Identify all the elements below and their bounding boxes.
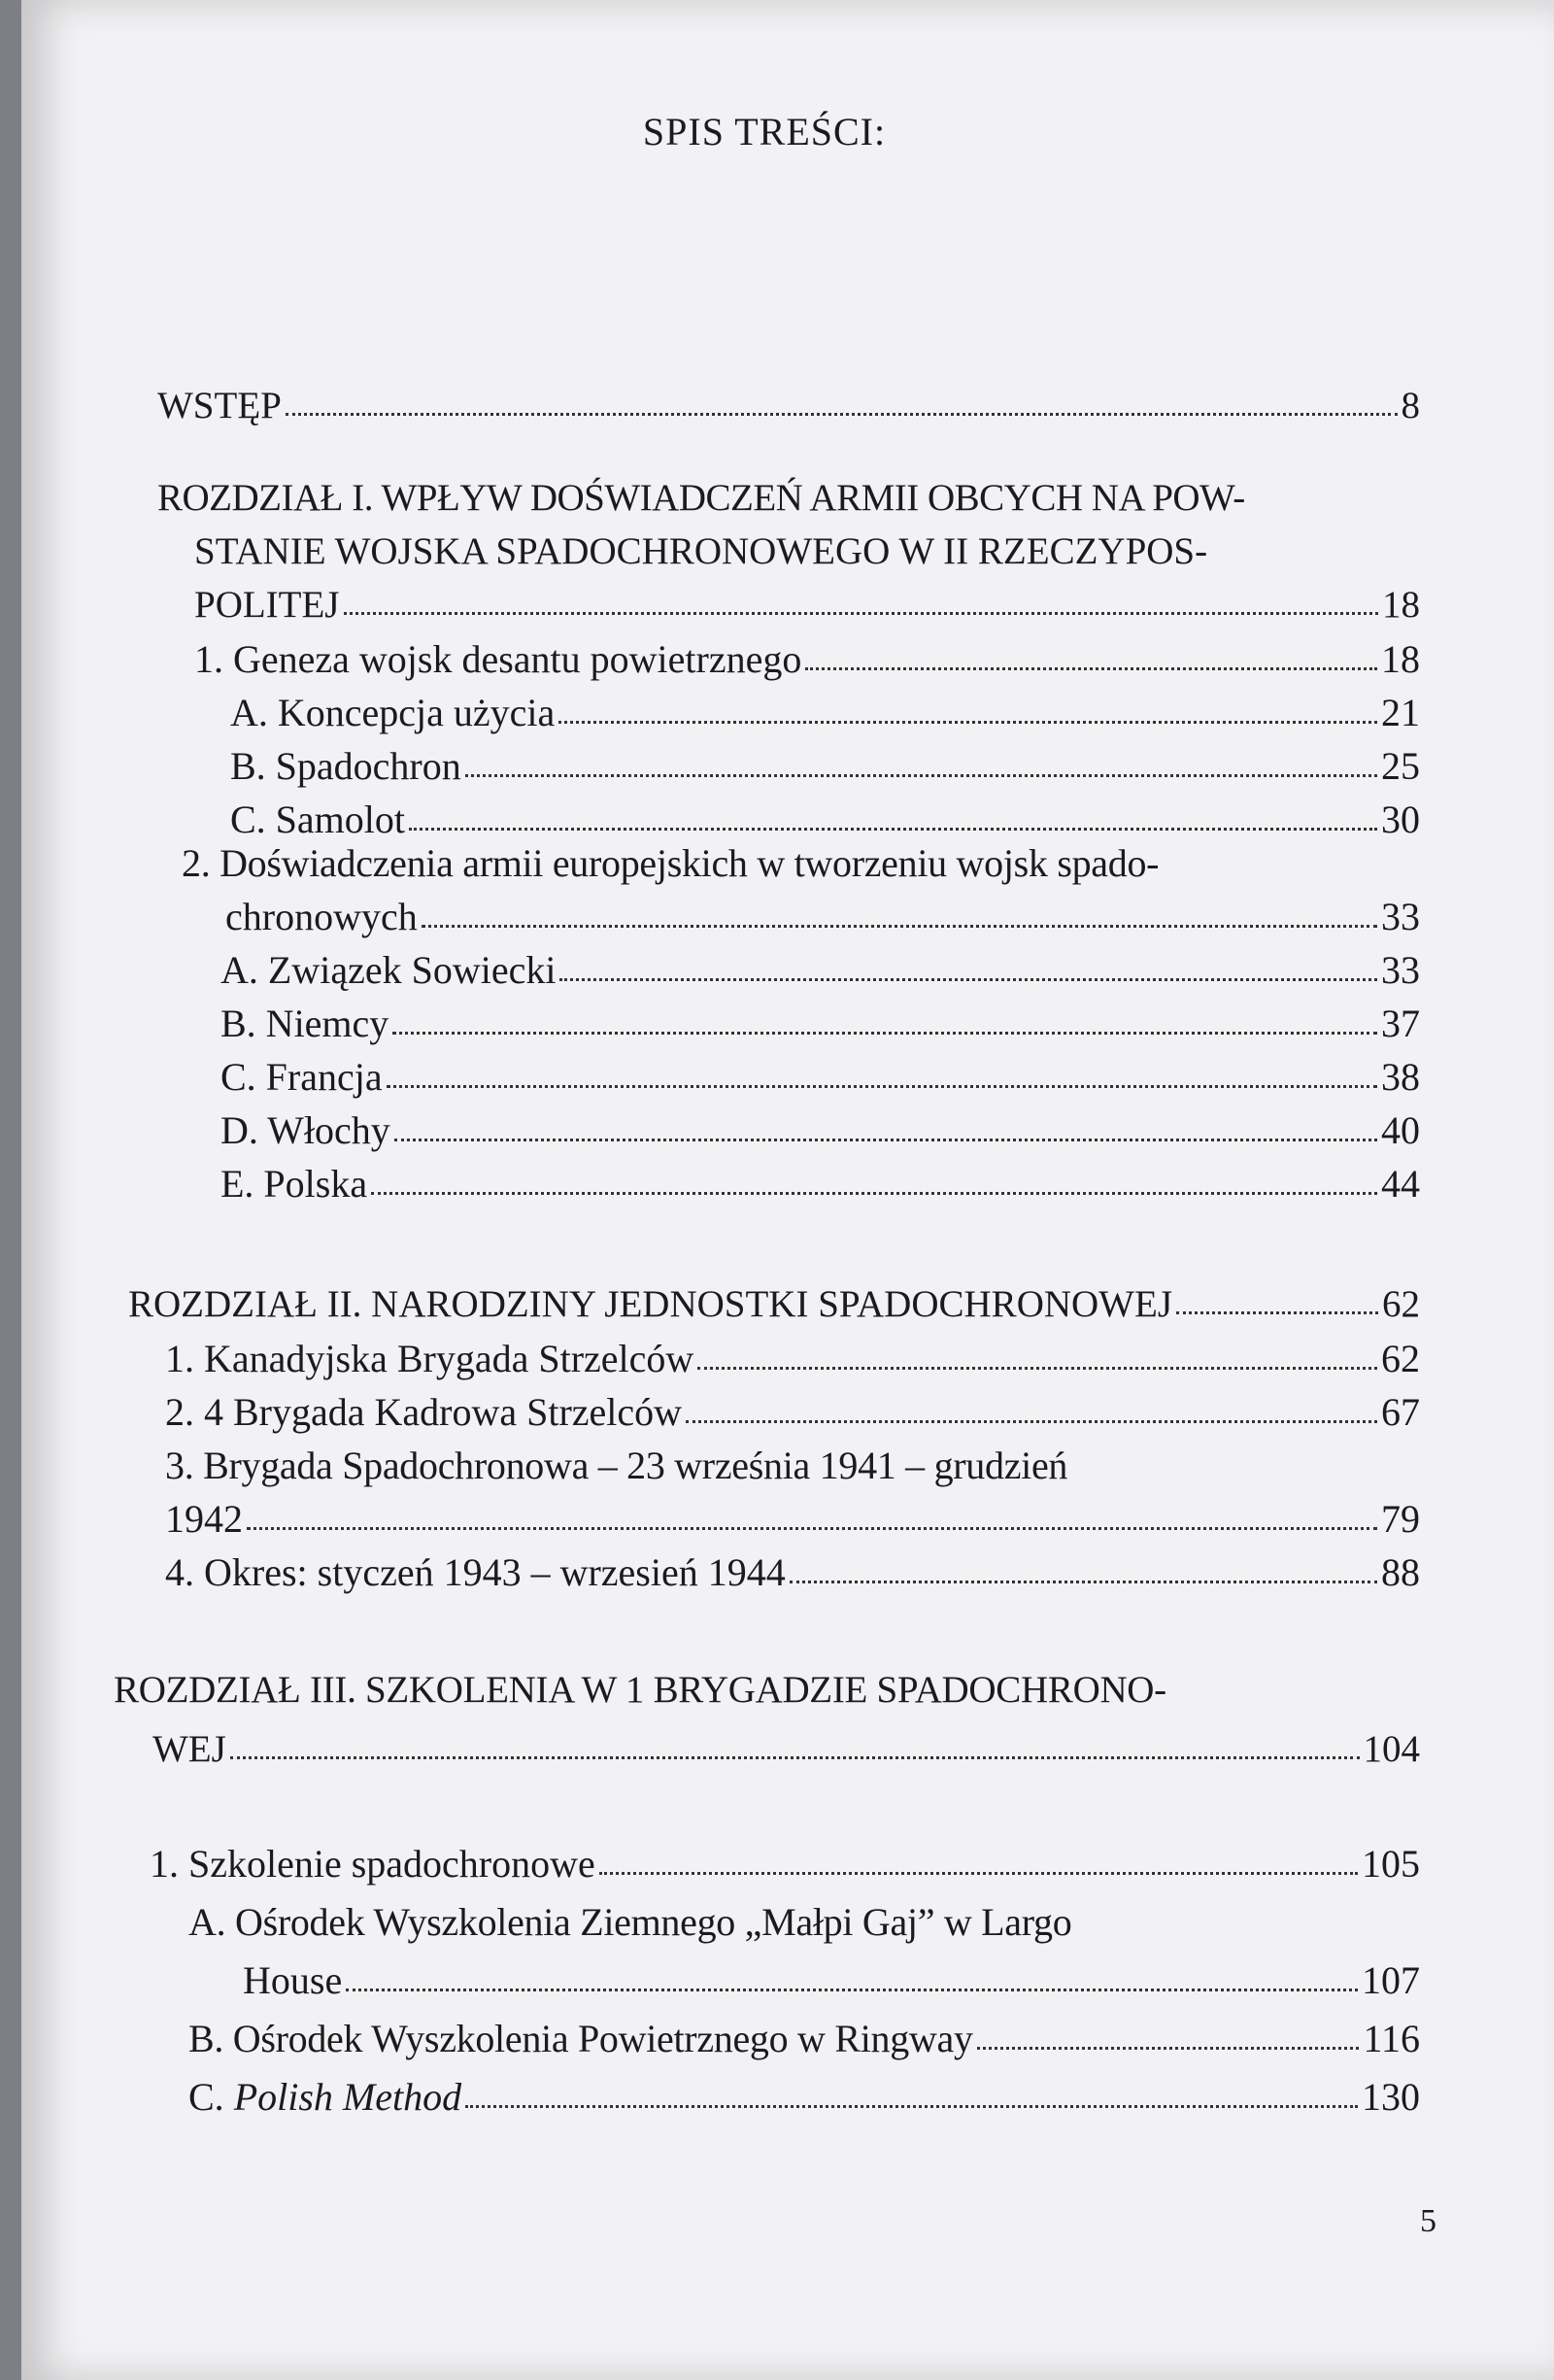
toc-entry-label: B. Spadochron bbox=[230, 744, 461, 788]
toc-entry-page: 130 bbox=[1362, 2075, 1420, 2119]
toc-entry-label: ROZDZIAŁ II. NARODZINY JEDNOSTKI SPADOCHRONOWEJ bbox=[128, 1283, 1172, 1325]
leader-dots bbox=[286, 399, 1398, 416]
leader-dots bbox=[558, 707, 1377, 724]
toc-entry-italic-title: Polish Method bbox=[233, 2075, 462, 2119]
toc-entry-label: E. Polska bbox=[220, 1162, 368, 1206]
toc-entry-1-2 bbox=[225, 894, 1420, 939]
toc-entry-3-1 bbox=[150, 1841, 1420, 1887]
toc-entry-3-1a bbox=[243, 1957, 1420, 2003]
toc-entry-page: 105 bbox=[1362, 1842, 1420, 1886]
leader-dots bbox=[465, 2091, 1358, 2108]
toc-entry-3-1b bbox=[188, 2016, 1420, 2061]
toc-entry-page: 21 bbox=[1381, 691, 1420, 734]
toc-entry-label: A. Koncepcja użycia bbox=[230, 691, 556, 734]
leader-dots bbox=[559, 965, 1377, 981]
toc-entry-3-1a-line-1: A. Ośrodek Wyszkolenia Ziemnego „Małpi Gaj” w Largo bbox=[188, 1900, 1072, 1944]
toc-entry-page: 37 bbox=[1381, 1002, 1420, 1045]
leader-dots bbox=[392, 1018, 1377, 1035]
leader-dots bbox=[790, 1567, 1377, 1583]
toc-entry-label: 1942 bbox=[165, 1497, 243, 1541]
toc-entry-label: 1. Kanadyjska Brygada Strzelców bbox=[165, 1337, 694, 1380]
toc-entry-1-1a bbox=[230, 690, 1420, 735]
page-number: 5 bbox=[1420, 2203, 1436, 2239]
toc-entry-page: 40 bbox=[1381, 1108, 1420, 1152]
toc-entry-page: 25 bbox=[1381, 744, 1420, 788]
leader-dots bbox=[422, 911, 1377, 928]
toc-entry-label: 1. Szkolenie spadochronowe bbox=[150, 1842, 595, 1886]
toc-entry-1-2c bbox=[220, 1054, 1420, 1100]
toc-entry-page: 107 bbox=[1362, 1958, 1420, 2002]
toc-entry-page: 44 bbox=[1381, 1162, 1420, 1206]
leader-dots bbox=[394, 1125, 1377, 1141]
table-of-contents bbox=[21, 0, 1554, 2380]
toc-entry-1-2a bbox=[220, 947, 1420, 993]
chapter-2-title bbox=[128, 1282, 1420, 1326]
toc-entry-label: WSTĘP bbox=[157, 385, 282, 426]
leader-dots bbox=[247, 1513, 1377, 1530]
leader-dots bbox=[977, 2033, 1360, 2050]
leader-dots bbox=[686, 1407, 1377, 1423]
toc-entry-label: 4. Okres: styczeń 1943 – wrzesień 1944 bbox=[165, 1550, 786, 1594]
chapter-3-title-line-1: ROZDZIAŁ III. SZKOLENIA W 1 BRYGADZIE SPADOCHRONO- bbox=[114, 1669, 1166, 1711]
chapter-1-title-line-3 bbox=[194, 583, 1420, 627]
chapter-1-title-line-1: ROZDZIAŁ I. WPŁYW DOŚWIADCZEŃ ARMII OBCYCH NA POW- bbox=[157, 477, 1245, 519]
toc-entry-page: 104 bbox=[1363, 1728, 1420, 1770]
toc-entry-page: 33 bbox=[1381, 948, 1420, 992]
toc-entry-label: C. Francja bbox=[220, 1055, 383, 1099]
leader-dots bbox=[409, 814, 1377, 831]
leader-dots bbox=[805, 654, 1377, 670]
toc-entry-1-2-line-1: 2. Doświadczenia armii europejskich w tworzeniu wojsk spado- bbox=[182, 841, 1160, 885]
leader-dots bbox=[599, 1858, 1358, 1875]
leader-dots bbox=[346, 1975, 1358, 1991]
toc-entry-prefix: C. bbox=[188, 2075, 224, 2119]
toc-entry-1-2d bbox=[220, 1107, 1420, 1153]
toc-entry-label: A. Związek Sowiecki bbox=[220, 948, 557, 992]
toc-entry-page: 79 bbox=[1381, 1497, 1420, 1541]
toc-entry-wstep bbox=[157, 384, 1420, 427]
leader-dots bbox=[230, 1743, 1360, 1759]
toc-entry-page: 62 bbox=[1381, 1337, 1420, 1380]
toc-entry-2-1 bbox=[165, 1336, 1420, 1381]
toc-entry-page: 18 bbox=[1381, 637, 1420, 681]
toc-entry-page: 116 bbox=[1363, 2017, 1420, 2060]
toc-entry-1-2e bbox=[220, 1161, 1420, 1207]
leader-dots bbox=[1176, 1298, 1378, 1314]
toc-entry-page: 30 bbox=[1381, 798, 1420, 841]
book-page bbox=[21, 0, 1554, 2380]
toc-entry-label: House bbox=[243, 1958, 343, 2002]
leader-dots bbox=[387, 1071, 1377, 1088]
toc-entry-1-2b bbox=[220, 1001, 1420, 1046]
leader-dots bbox=[465, 761, 1377, 777]
toc-entry-label: C. Samolot bbox=[230, 798, 406, 841]
toc-entry-label: 1. Geneza wojsk desantu powietrznego bbox=[194, 637, 802, 681]
toc-entry-1-1 bbox=[194, 636, 1420, 682]
chapter-1-title-line-2: STANIE WOJSKA SPADOCHRONOWEGO W II RZECZYPOS- bbox=[194, 530, 1208, 572]
toc-entry-page: 67 bbox=[1381, 1390, 1420, 1434]
toc-entry-label: B. Niemcy bbox=[220, 1002, 389, 1045]
toc-entry-2-2 bbox=[165, 1389, 1420, 1435]
leader-dots bbox=[371, 1178, 1377, 1195]
toc-entry-page: 33 bbox=[1381, 895, 1420, 938]
toc-entry-label bbox=[188, 2074, 461, 2120]
toc-entry-page: 8 bbox=[1401, 385, 1420, 426]
leader-dots bbox=[344, 598, 1379, 615]
toc-entry-label: chronowych bbox=[225, 895, 418, 938]
toc-entry-label: D. Włochy bbox=[220, 1108, 390, 1152]
chapter-3-title-line-2 bbox=[152, 1727, 1420, 1771]
toc-entry-label: 2. 4 Brygada Kadrowa Strzelców bbox=[165, 1390, 683, 1434]
page-title: SPIS TREŚCI: bbox=[642, 110, 887, 153]
toc-entry-page: 38 bbox=[1381, 1055, 1420, 1099]
leader-dots bbox=[697, 1353, 1377, 1370]
toc-entry-label: POLITEJ bbox=[194, 584, 340, 626]
toc-entry-1-1b bbox=[230, 743, 1420, 789]
toc-entry-label: B. Ośrodek Wyszkolenia Powietrznego w Ringway bbox=[188, 2017, 973, 2060]
toc-entry-page: 88 bbox=[1381, 1550, 1420, 1594]
toc-entry-label: WEJ bbox=[152, 1728, 226, 1770]
toc-entry-1-1c bbox=[230, 797, 1420, 842]
toc-entry-3-1c bbox=[188, 2074, 1420, 2120]
toc-entry-2-3 bbox=[165, 1496, 1420, 1542]
toc-entry-2-4 bbox=[165, 1549, 1420, 1595]
toc-entry-2-3-line-1: 3. Brygada Spadochronowa – 23 września 1941 – grudzień bbox=[165, 1444, 1068, 1487]
toc-entry-page: 62 bbox=[1382, 1283, 1420, 1325]
toc-entry-page: 18 bbox=[1382, 584, 1420, 626]
